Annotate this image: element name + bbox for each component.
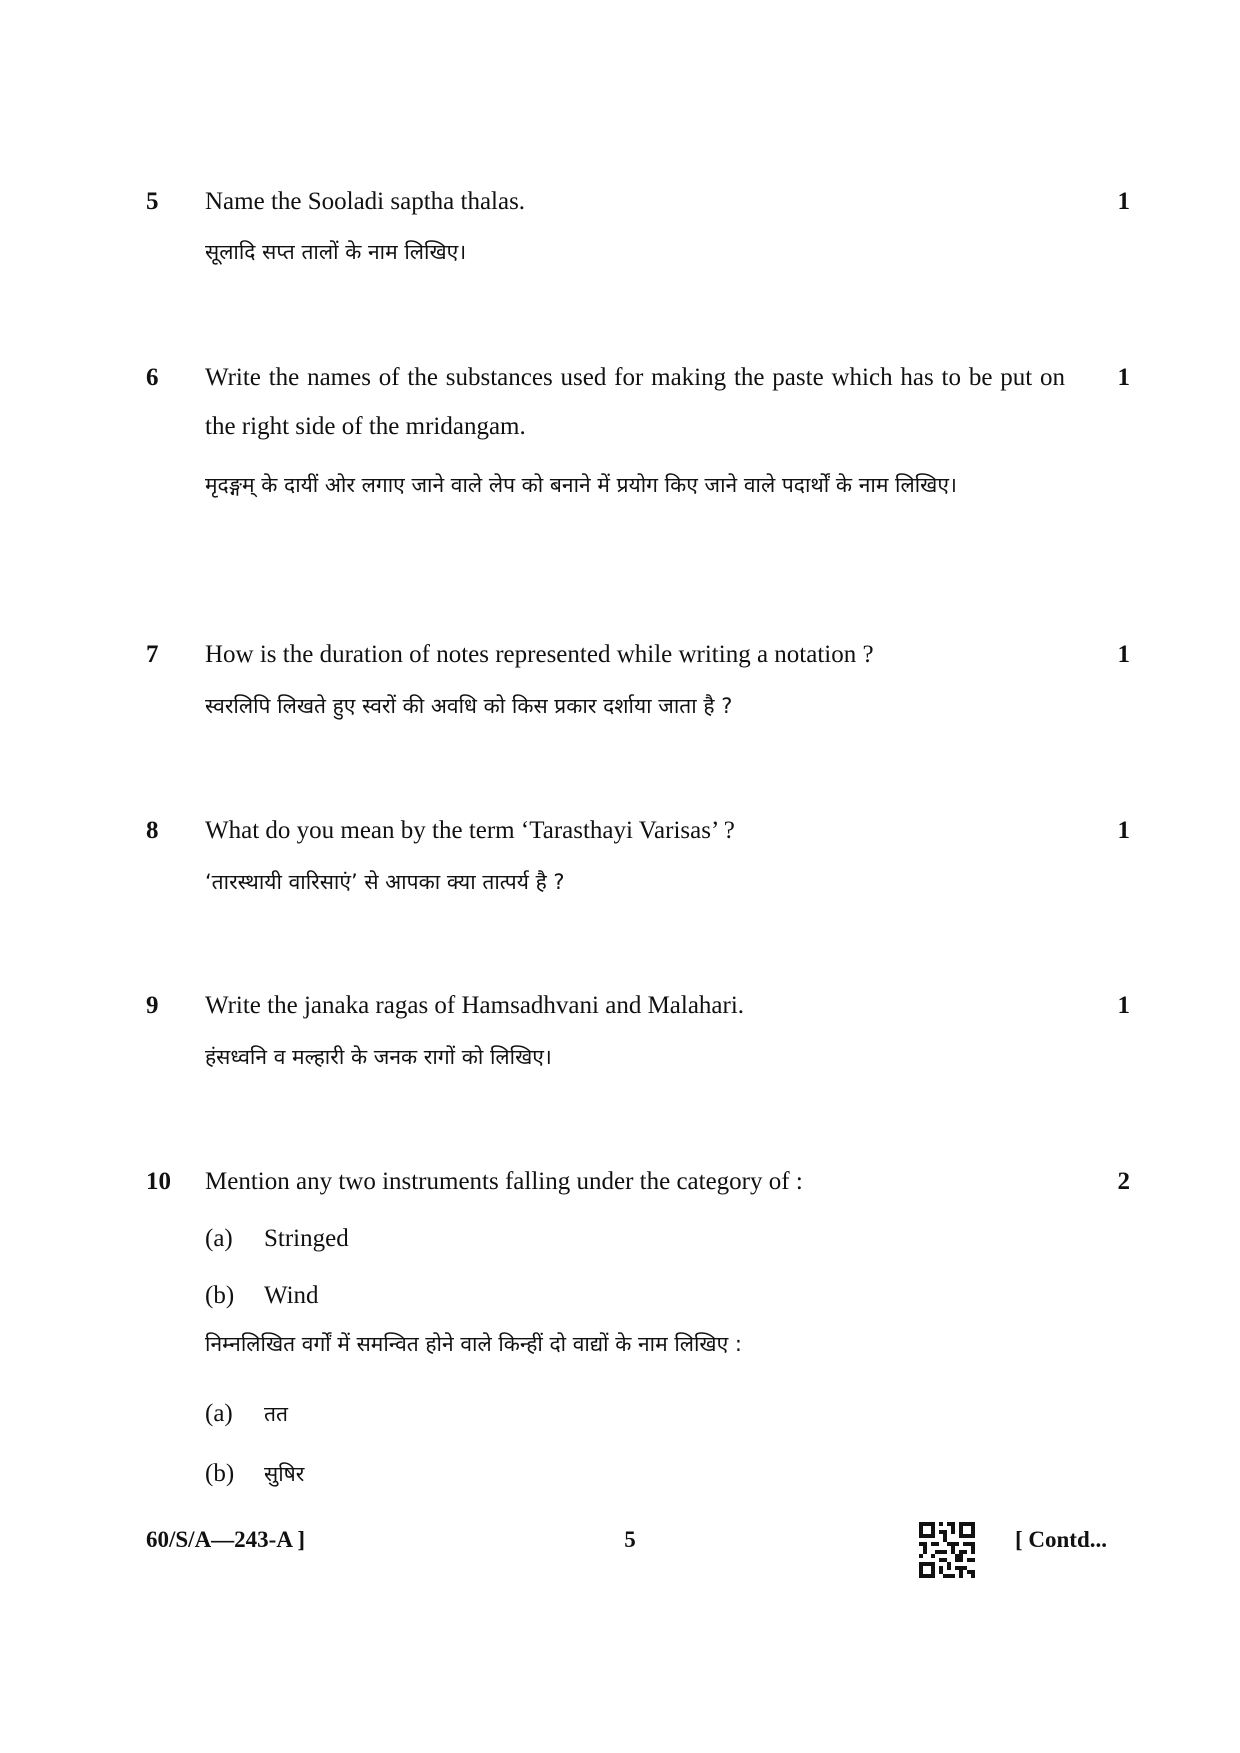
option-label: (b) (205, 1460, 235, 1487)
question-marks: 1 (1117, 188, 1130, 215)
question-text-hindi: मृदङ्गम् के दायीं ओर लगाए जाने वाले लेप को बनाने में प्रयोग किए जाने वाले पदार्थों के नाम लिखिए। (205, 473, 957, 497)
question-text-english: How is the duration of notes represented while writing a notation ? (205, 641, 874, 668)
option-label: (b) (205, 1282, 235, 1309)
option-text: सुषिर (264, 1462, 305, 1486)
question-number: 8 (146, 817, 159, 844)
page-footer (0, 1522, 1240, 1582)
option-b-english (205, 1278, 319, 1314)
continued-label: [ Contd... (1015, 1527, 1108, 1552)
question-number: 9 (146, 992, 159, 1019)
question-marks: 1 (1117, 364, 1130, 391)
option-a-english (205, 1221, 349, 1257)
question-text-hindi: स्वरलिपि लिखते हुए स्वरों की अवधि को किस प्रकार दर्शाया जाता है ? (205, 694, 733, 718)
question-marks: 1 (1117, 992, 1130, 1019)
question-number: 7 (146, 641, 159, 668)
question-number: 6 (146, 364, 159, 391)
option-a-hindi (205, 1396, 288, 1432)
question-marks: 2 (1117, 1168, 1130, 1195)
question-text-english: Name the Sooladi saptha thalas. (205, 188, 526, 215)
question-number: 10 (146, 1168, 171, 1195)
question-text-hindi: ‘तारस्थायी वारिसाएं’ से आपका क्या तात्पर्य है ? (205, 870, 565, 894)
option-label: (a) (205, 1400, 233, 1427)
question-text-hindi: हंसध्वनि व मल्हारी के जनक रागों को लिखिए। (205, 1045, 552, 1069)
question-marks: 1 (1117, 641, 1130, 668)
question-text-english: Mention any two instruments falling under the category of : (205, 1168, 803, 1195)
question-text-english: Write the names of the substances used for making the paste which has to be put on the right side of the mridangam. (205, 364, 1065, 440)
option-text: Wind (264, 1282, 319, 1309)
option-text: तत (264, 1402, 288, 1426)
option-b-hindi (205, 1456, 304, 1492)
question-marks: 1 (1117, 817, 1130, 844)
question-text-english: What do you mean by the term ‘Tarasthayi Varisas’ ? (205, 817, 735, 844)
page-number: 5 (624, 1527, 636, 1552)
paper-code: 60/S/A—243-A ] (146, 1527, 306, 1552)
question-number: 5 (146, 188, 159, 215)
option-text: Stringed (264, 1225, 349, 1252)
question-text-english: Write the janaka ragas of Hamsadhvani and Malahari. (205, 992, 745, 1019)
qr-code-icon (919, 1522, 975, 1578)
question-text-hindi: सूलादि सप्त तालों के नाम लिखिए। (205, 240, 467, 264)
option-label: (a) (205, 1225, 233, 1252)
question-text-hindi: निम्नलिखित वर्गों में समन्वित होने वाले किन्हीं दो वाद्यों के नाम लिखिए : (205, 1332, 742, 1356)
